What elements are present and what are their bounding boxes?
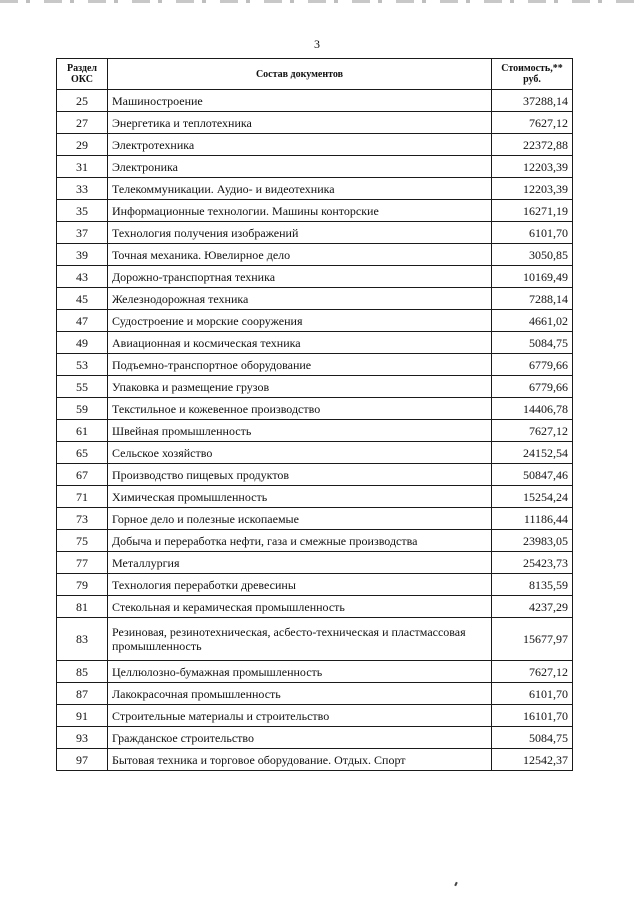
cell-cost: 10169,49 — [492, 266, 573, 288]
cell-section-code: 71 — [57, 486, 108, 508]
cell-section-code: 25 — [57, 90, 108, 112]
cell-section-code: 75 — [57, 530, 108, 552]
cell-document-set: Стекольная и керамическая промышленность — [108, 596, 492, 618]
cell-section-code: 29 — [57, 134, 108, 156]
page-number: 3 — [314, 37, 320, 51]
table-row — [57, 596, 573, 618]
cell-cost: 6779,66 — [492, 376, 573, 398]
table-row — [57, 420, 573, 442]
cell-cost: 5084,75 — [492, 727, 573, 749]
cell-document-set: Целлюлозно-бумажная промышленность — [108, 661, 492, 683]
cell-section-code: 45 — [57, 288, 108, 310]
cell-section-code: 47 — [57, 310, 108, 332]
table-row — [57, 683, 573, 705]
table-row — [57, 442, 573, 464]
cell-cost: 6101,70 — [492, 222, 573, 244]
cell-cost: 14406,78 — [492, 398, 573, 420]
cell-document-set: Точная механика. Ювелирное дело — [108, 244, 492, 266]
cell-document-set: Добыча и переработка нефти, газа и смежные производства — [108, 530, 492, 552]
table-body — [57, 90, 573, 771]
cell-document-set: Подъемно-транспортное оборудование — [108, 354, 492, 376]
cell-document-set: Резиновая, резинотехническая, асбесто-техническая и пластмассовая промышленность — [108, 618, 492, 661]
table-row — [57, 332, 573, 354]
cell-cost: 4661,02 — [492, 310, 573, 332]
cell-cost: 16271,19 — [492, 200, 573, 222]
cell-section-code: 97 — [57, 749, 108, 771]
documents-table — [56, 58, 573, 771]
cell-section-code: 67 — [57, 464, 108, 486]
cell-document-set: Бытовая техника и торговое оборудование. Отдых. Спорт — [108, 749, 492, 771]
cell-section-code: 55 — [57, 376, 108, 398]
cell-document-set: Электроника — [108, 156, 492, 178]
cell-section-code: 61 — [57, 420, 108, 442]
cell-cost: 37288,14 — [492, 90, 573, 112]
cell-document-set: Химическая промышленность — [108, 486, 492, 508]
cell-document-set: Металлургия — [108, 552, 492, 574]
table-row — [57, 244, 573, 266]
table-row — [57, 354, 573, 376]
cell-section-code: 79 — [57, 574, 108, 596]
cell-document-set: Швейная промышленность — [108, 420, 492, 442]
cell-document-set: Дорожно-транспортная техника — [108, 266, 492, 288]
table-row — [57, 705, 573, 727]
cell-cost: 15254,24 — [492, 486, 573, 508]
cell-cost: 25423,73 — [492, 552, 573, 574]
cell-cost: 5084,75 — [492, 332, 573, 354]
table-row — [57, 266, 573, 288]
cell-section-code: 37 — [57, 222, 108, 244]
cell-section-code: 53 — [57, 354, 108, 376]
cell-document-set: Гражданское строительство — [108, 727, 492, 749]
table-row — [57, 310, 573, 332]
cell-cost: 23983,05 — [492, 530, 573, 552]
table-row — [57, 222, 573, 244]
cell-section-code: 35 — [57, 200, 108, 222]
table-row — [57, 288, 573, 310]
cell-cost: 12542,37 — [492, 749, 573, 771]
cell-document-set: Упаковка и размещение грузов — [108, 376, 492, 398]
table-row — [57, 552, 573, 574]
table-row — [57, 661, 573, 683]
table-row — [57, 398, 573, 420]
cell-section-code: 59 — [57, 398, 108, 420]
table-row — [57, 508, 573, 530]
cell-cost: 7627,12 — [492, 112, 573, 134]
cell-section-code: 31 — [57, 156, 108, 178]
cell-section-code: 33 — [57, 178, 108, 200]
header-section-code: Раздел ОКС — [57, 59, 108, 90]
cell-section-code: 73 — [57, 508, 108, 530]
cell-cost: 3050,85 — [492, 244, 573, 266]
cell-section-code: 77 — [57, 552, 108, 574]
cell-cost: 15677,97 — [492, 618, 573, 661]
cell-cost: 4237,29 — [492, 596, 573, 618]
table-row — [57, 178, 573, 200]
scan-edge-artifact — [0, 0, 640, 3]
cell-cost: 24152,54 — [492, 442, 573, 464]
cell-cost: 22372,88 — [492, 134, 573, 156]
cell-document-set: Энергетика и теплотехника — [108, 112, 492, 134]
cell-cost: 12203,39 — [492, 178, 573, 200]
table-row — [57, 112, 573, 134]
cell-cost: 7627,12 — [492, 420, 573, 442]
cell-section-code: 49 — [57, 332, 108, 354]
table-header-row — [57, 59, 573, 90]
cell-document-set: Электротехника — [108, 134, 492, 156]
table-row — [57, 574, 573, 596]
cell-section-code: 83 — [57, 618, 108, 661]
cell-document-set: Железнодорожная техника — [108, 288, 492, 310]
table-row — [57, 486, 573, 508]
cell-document-set: Авиационная и космическая техника — [108, 332, 492, 354]
cell-document-set: Технология получения изображений — [108, 222, 492, 244]
cell-cost: 6779,66 — [492, 354, 573, 376]
cell-document-set: Сельское хозяйство — [108, 442, 492, 464]
table-row — [57, 530, 573, 552]
cell-section-code: 65 — [57, 442, 108, 464]
table-row — [57, 464, 573, 486]
cell-cost: 11186,44 — [492, 508, 573, 530]
table-row — [57, 618, 573, 661]
table-row — [57, 376, 573, 398]
cell-section-code: 81 — [57, 596, 108, 618]
cell-cost: 16101,70 — [492, 705, 573, 727]
table-row — [57, 200, 573, 222]
table-row — [57, 156, 573, 178]
table-row — [57, 727, 573, 749]
table-row — [57, 134, 573, 156]
cell-cost: 12203,39 — [492, 156, 573, 178]
header-document-set: Состав документов — [108, 59, 492, 90]
cell-section-code: 27 — [57, 112, 108, 134]
cell-section-code: 87 — [57, 683, 108, 705]
cell-document-set: Лакокрасочная промышленность — [108, 683, 492, 705]
cell-cost: 50847,46 — [492, 464, 573, 486]
cell-document-set: Строительные материалы и строительство — [108, 705, 492, 727]
cell-document-set: Телекоммуникации. Аудио- и видеотехника — [108, 178, 492, 200]
cell-section-code: 43 — [57, 266, 108, 288]
table-row — [57, 749, 573, 771]
cell-cost: 8135,59 — [492, 574, 573, 596]
cell-document-set: Технология переработки древесины — [108, 574, 492, 596]
cell-document-set: Горное дело и полезные ископаемые — [108, 508, 492, 530]
cell-cost: 7288,14 — [492, 288, 573, 310]
cell-document-set: Информационные технологии. Машины конторские — [108, 200, 492, 222]
cell-document-set: Производство пищевых продуктов — [108, 464, 492, 486]
cell-document-set: Машиностроение — [108, 90, 492, 112]
cell-section-code: 39 — [57, 244, 108, 266]
scan-speck — [454, 882, 458, 886]
cell-document-set: Текстильное и кожевенное производство — [108, 398, 492, 420]
table-row — [57, 90, 573, 112]
cell-cost: 7627,12 — [492, 661, 573, 683]
cell-document-set: Судостроение и морские сооружения — [108, 310, 492, 332]
cell-section-code: 91 — [57, 705, 108, 727]
cell-cost: 6101,70 — [492, 683, 573, 705]
header-cost: Стоимость,** руб. — [492, 59, 573, 90]
cell-section-code: 85 — [57, 661, 108, 683]
cell-section-code: 93 — [57, 727, 108, 749]
